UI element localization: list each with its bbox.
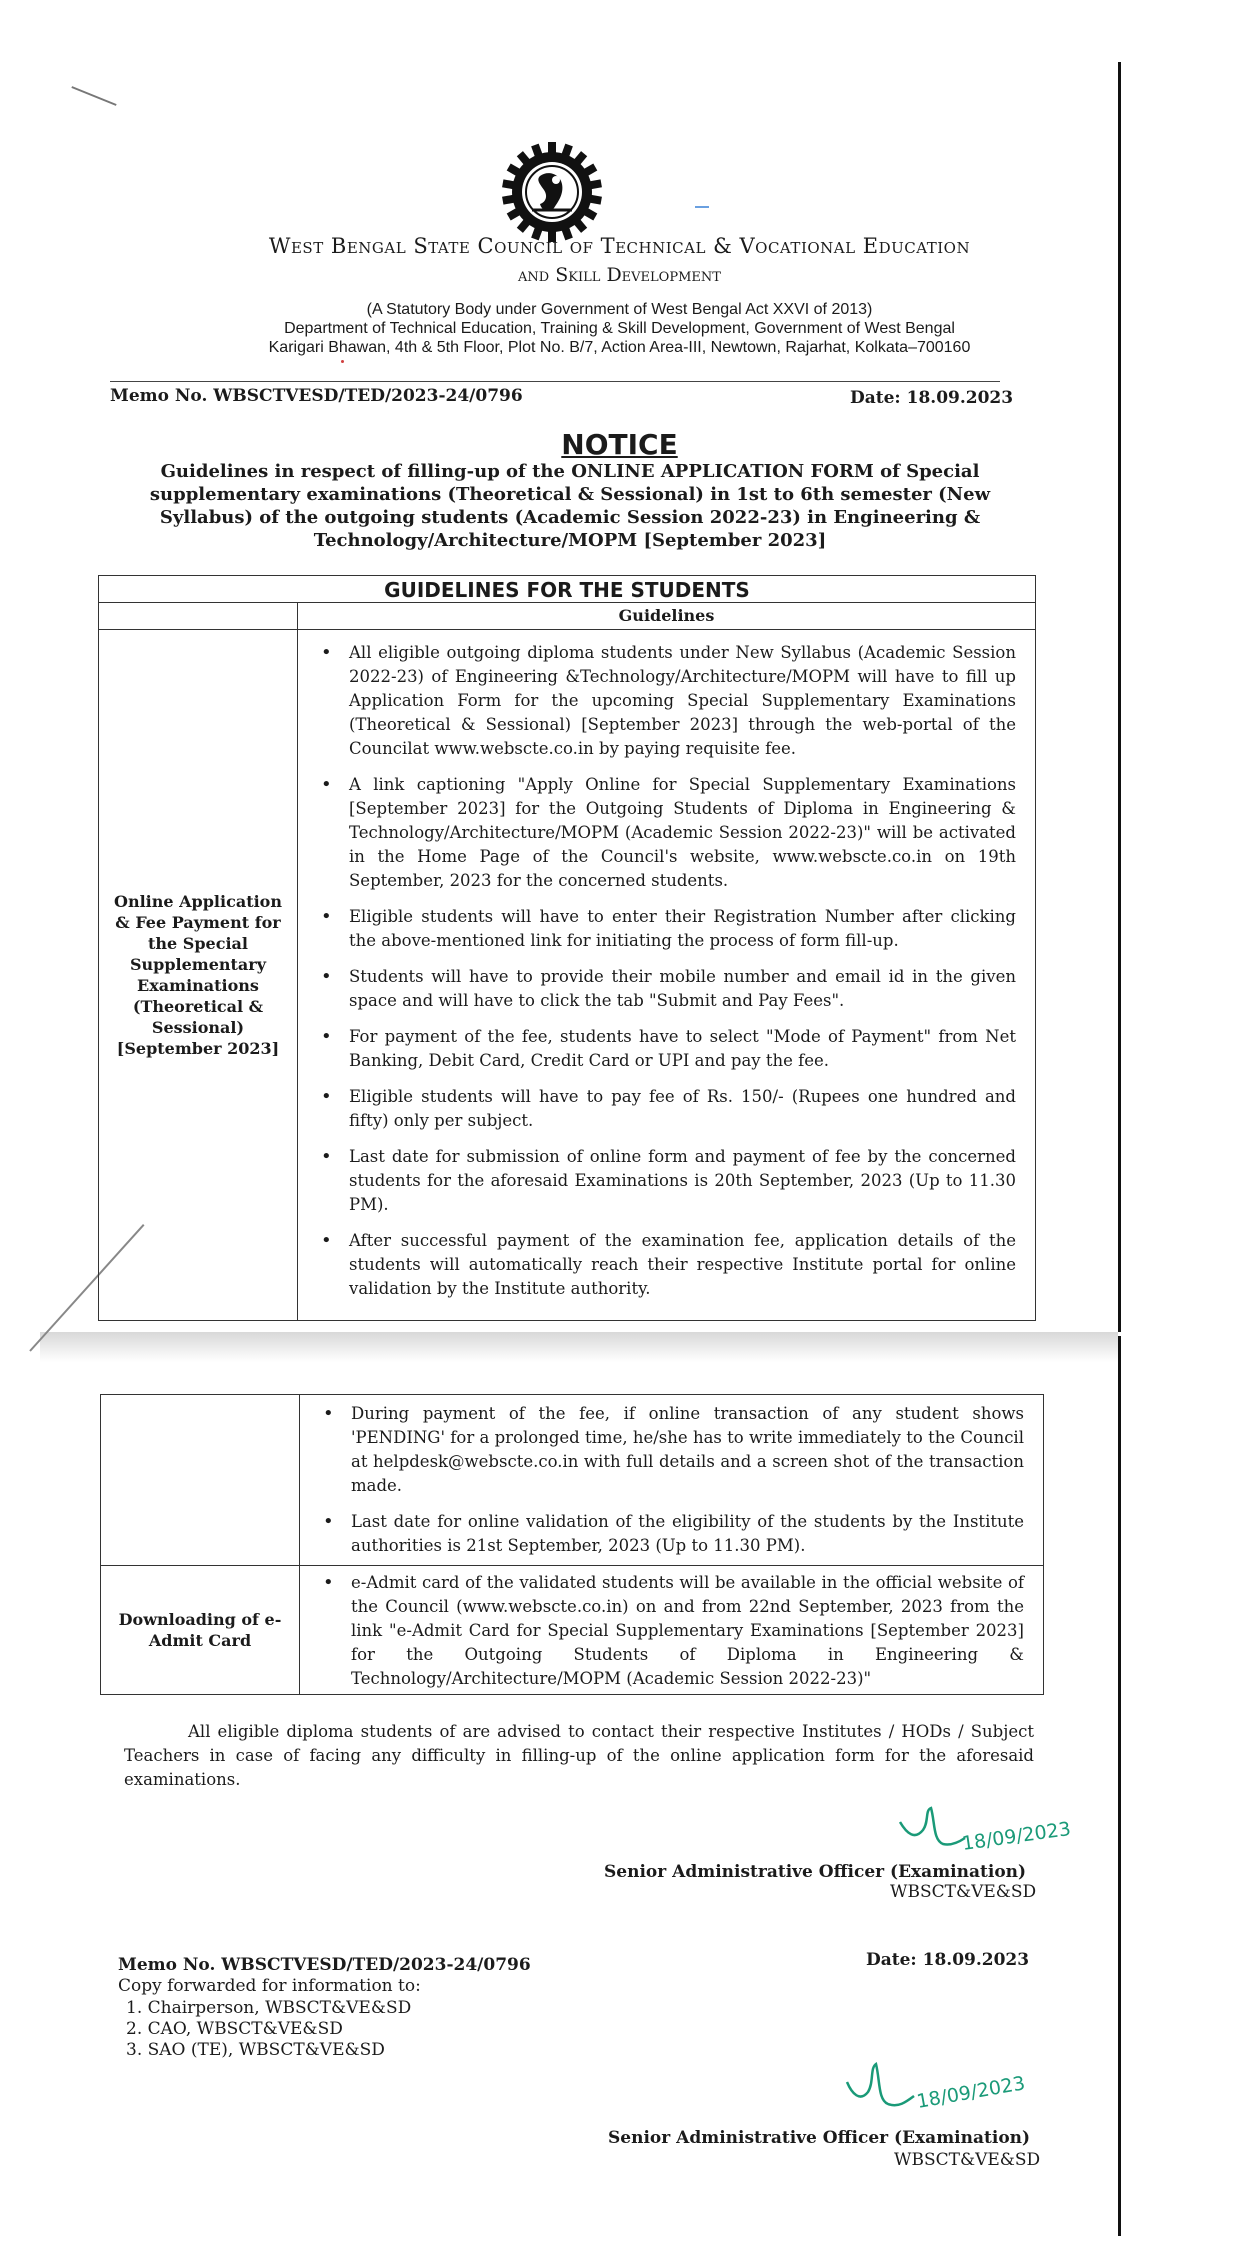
- ink-mark: [695, 200, 709, 208]
- guideline-item: • A link captioning "Apply Online for Special Supplementary Examinations [September 2023] for the Outgoing Students of Diploma in Engineering & Technology/Architecture/MOPM (Academic Session 2022-23)" will be activated in the Home Page of the Council's website, www.webscte.co.in on 19th September, 2023 for the concerned students.: [349, 773, 1016, 893]
- copy-forwarded-label: Copy forwarded for information to:: [118, 1976, 421, 1996]
- row-guidelines-e-admit: [300, 1566, 1044, 1695]
- copy-signatory-org: WBSCT&VE&SD: [894, 2150, 1041, 2170]
- recipient-item: 1. Chairperson, WBSCT&VE&SD: [126, 1998, 412, 2018]
- table-header-blank: [99, 603, 298, 630]
- row-guidelines-continued: [300, 1395, 1044, 1566]
- guidelines-table: [98, 575, 1036, 1321]
- guidelines-table-continued: [100, 1394, 1044, 1695]
- memo-number: Memo No. WBSCTVESD/TED/2023-24/0796: [110, 386, 523, 406]
- guideline-item: • Eligible students will have to enter their Registration Number after clicking the above-mentioned link for initiating the process of form fill-up.: [349, 905, 1016, 953]
- guideline-item: • All eligible outgoing diploma students under New Syllabus (Academic Session 2022-23) of Engineering &Technology/Architecture/MOPM will have to fill up Application Form for the upcoming Special Supplementary Examinations (Theoretical & Sessional) [September 2023] through the web-portal of the Councilat www.webscte.co.in by paying requisite fee.: [349, 641, 1016, 761]
- guideline-item: • e-Admit card of the validated students will be available in the official website of the Council (www.webscte.co.in) on and from 22nd September, 2023 from the link "e-Admit Card for Special Supplementary Examinations [September 2023] for the Outgoing Students of Diploma in Engineering & Technology/Architecture/MOPM (Academic Session 2022-23)": [351, 1571, 1024, 1691]
- row-label-e-admit: Downloading of e-Admit Card: [101, 1566, 300, 1695]
- signatory-org: WBSCT&VE&SD: [890, 1882, 1037, 1902]
- signature-date: 18/09/2023: [915, 2072, 1027, 2113]
- statutory-line: (A Statutory Body under Government of West Bengal Act XXVI of 2013): [366, 301, 873, 318]
- notice-title: NOTICE: [561, 428, 678, 461]
- header-divider: [110, 381, 1000, 382]
- row-guidelines-online-application: [298, 630, 1036, 1321]
- recipient-item: 2. CAO, WBSCT&VE&SD: [126, 2019, 343, 2039]
- guideline-item: • Last date for submission of online form and payment of fee by the concerned students for the aforesaid Examinations is 20th September, 2023 (Up to 11.30 PM).: [349, 1145, 1016, 1217]
- department-line: Department of Technical Education, Training & Skill Development, Government of West Bengal: [284, 320, 955, 337]
- signatory-title: Senior Administrative Officer (Examination): [604, 1862, 1027, 1882]
- signature-date: 18/09/2023: [960, 1817, 1073, 1855]
- org-name-line2: and Skill Development: [518, 264, 721, 286]
- scan-shadow: [40, 1332, 1118, 1362]
- copy-memo-date: Date: 18.09.2023: [866, 1950, 1030, 1970]
- recipient-item: 3. SAO (TE), WBSCT&VE&SD: [126, 2040, 385, 2060]
- guideline-item: • After successful payment of the examination fee, application details of the students will automatically reach their respective Institute portal for online validation by the Institute authority.: [349, 1229, 1016, 1301]
- address-line: Karigari Bhawan, 4th & 5th Floor, Plot No. B/7, Action Area-III, Newtown, Rajarhat, Kolkata–700160: [268, 339, 971, 356]
- handwritten-signature: [842, 2050, 1042, 2120]
- memo-date: Date: 18.09.2023: [850, 388, 1014, 408]
- org-name-line1: West Bengal State Council of Technical & Vocational Education: [268, 234, 971, 258]
- closing-paragraph: All eligible diploma students of are advised to contact their respective Institutes / HODs / Subject Teachers in case of facing any difficulty in filling-up of the online application form for the aforesaid examinations.: [124, 1722, 1034, 1789]
- row-label-online-application: Online Application & Fee Payment for the Special Supplementary Examinations (Theoretical & Sessional) [September 2023]: [99, 630, 298, 1321]
- guideline-item: • Last date for online validation of the eligibility of the students by the Institute authorities is 21st September, 2023 (Up to 11.30 PM).: [351, 1510, 1024, 1558]
- copy-signatory-title: Senior Administrative Officer (Examination): [608, 2128, 1031, 2148]
- council-emblem-icon: [500, 140, 604, 244]
- table-column-header: Guidelines: [298, 603, 1036, 630]
- guideline-item: • Eligible students will have to pay fee of Rs. 150/- (Rupees one hundred and fifty) only per subject.: [349, 1085, 1016, 1133]
- notice-heading: Guidelines in respect of filling-up of the ONLINE APPLICATION FORM of Special supplementary examinations (Theoretical & Sessional) in 1st to 6th semester (New Syllabus) of the outgoing students (Academic Session 2022-23) in Engineering & Technology/Architecture/MOPM [September 2023]: [149, 461, 991, 551]
- copy-memo-number: Memo No. WBSCTVESD/TED/2023-24/0796: [118, 1955, 531, 1975]
- guideline-item: • For payment of the fee, students have to select "Mode of Payment" from Net Banking, Debit Card, Credit Card or UPI and pay the fee.: [349, 1025, 1016, 1073]
- table-title: GUIDELINES FOR THE STUDENTS: [99, 576, 1036, 603]
- handwritten-signature: [895, 1800, 1075, 1860]
- guideline-item: • During payment of the fee, if online transaction of any student shows 'PENDING' for a prolonged time, he/she has to write immediately to the Council at helpdesk@webscte.co.in with full details and a screen shot of the transaction made.: [351, 1402, 1024, 1498]
- row-label-blank: [101, 1395, 300, 1566]
- ink-speck: [341, 360, 344, 363]
- guideline-item: • Students will have to provide their mobile number and email id in the given space and will have to click the tab "Submit and Pay Fees".: [349, 965, 1016, 1013]
